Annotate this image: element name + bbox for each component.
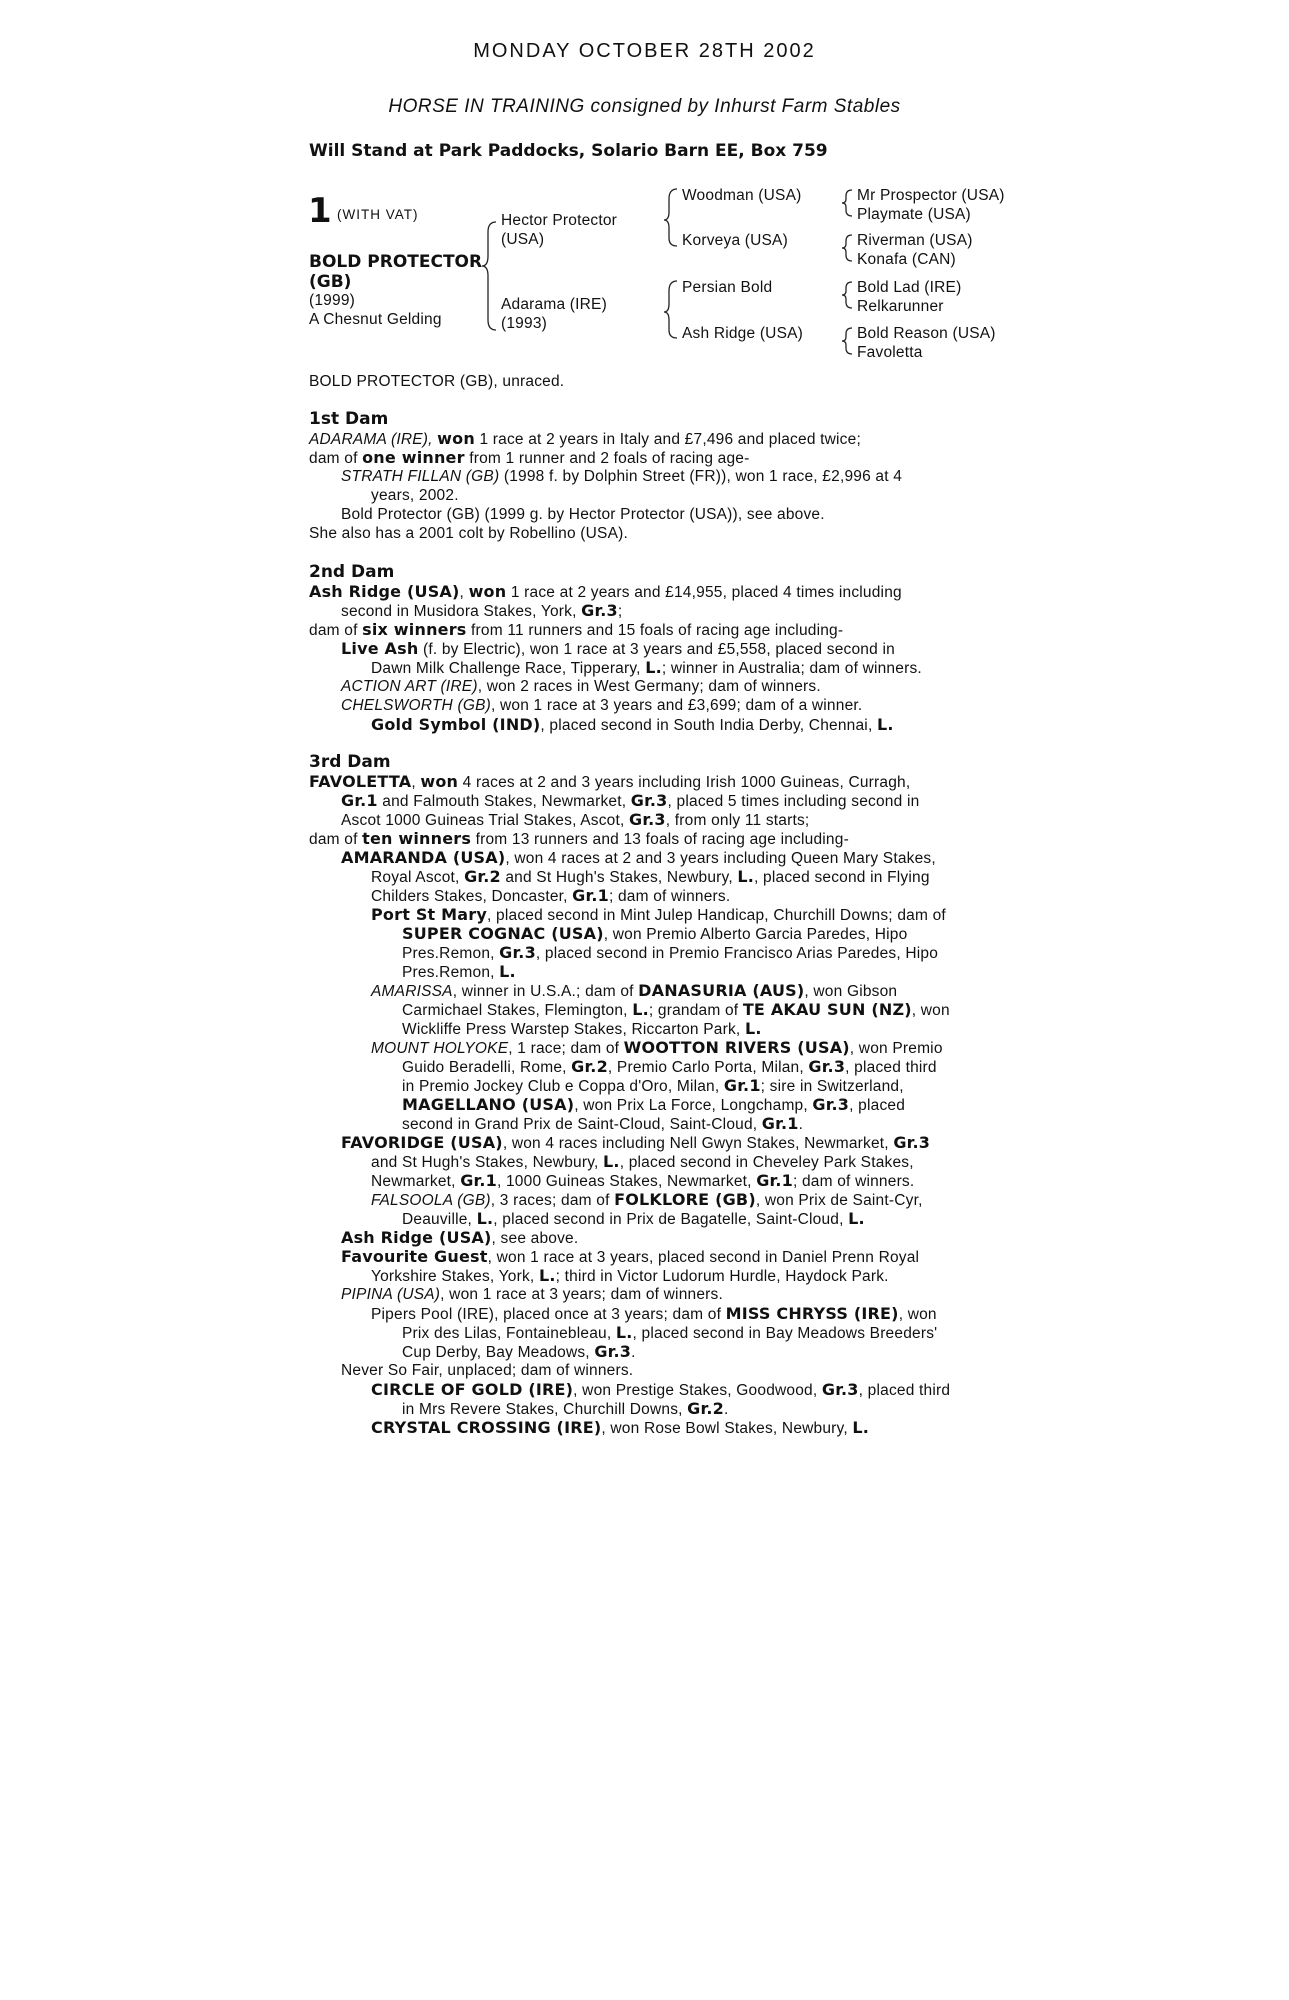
third-dam-line [371, 1266, 889, 1286]
third-dam-line [371, 867, 930, 887]
third-dam-line [371, 1418, 869, 1438]
bold-segment: Gr.2 [687, 1399, 724, 1418]
text-segment: Childers Stakes, Doncaster, [371, 888, 573, 905]
offspring-name: Gold Symbol (IND) [371, 715, 541, 734]
text-segment: in Premio Jockey Club e Coppa d'Oro, Milan, [402, 1078, 724, 1095]
text-segment: ; grandam of [648, 1002, 743, 1019]
text-segment: Never So Fair, unplaced; dam of winners. [341, 1362, 634, 1379]
text-segment: ; winner in Australia; dam of winners. [661, 660, 922, 677]
text-segment: ; dam of winners. [608, 888, 731, 905]
bold-segment: ten winners [362, 829, 472, 848]
offspring-name: Live Ash [341, 639, 419, 658]
text-segment: . [723, 1401, 729, 1418]
text-segment: , placed second in Flying [754, 869, 930, 886]
text-segment: (f. by Electric), won 1 race at 3 years and £5,558, placed second in [422, 641, 895, 658]
dam-sire: Persian Bold [682, 279, 773, 296]
second-dam-heading: 2nd Dam [309, 562, 395, 582]
text-segment: , won [911, 1002, 950, 1019]
winners-count: one winner [362, 448, 465, 467]
third-dam-line [371, 1038, 943, 1058]
text-segment: ; [617, 603, 623, 620]
text-segment: , won Prix de Saint-Cyr, [755, 1192, 923, 1209]
listed-label: L. [876, 715, 894, 734]
italic-segment: PIPINA (USA) [341, 1286, 441, 1303]
ggs-4: Konafa (CAN) [857, 251, 956, 268]
sire-sire: Woodman (USA) [682, 187, 802, 204]
won-label: won [468, 582, 507, 601]
text-segment: , won 1 race at 3 years; dam of winners. [440, 1286, 723, 1303]
sire-dam: Korveya (USA) [682, 232, 788, 249]
text-segment: Pipers Pool (IRE), placed once at 3 years; dam of [371, 1306, 726, 1323]
text-segment: , [459, 584, 465, 601]
bold-segment: Gr.3 [893, 1133, 931, 1152]
third-dam-line [309, 772, 910, 792]
third-dam-line [402, 1114, 803, 1134]
text-segment: Yorkshire Stakes, York, [371, 1268, 539, 1285]
text-segment: second in Grand Prix de Saint-Cloud, Saint-Cloud, [402, 1116, 762, 1133]
third-dam-line [341, 791, 919, 811]
bold-segment: Gr.3 [594, 1342, 632, 1361]
text-segment: ; third in Victor Ludorum Hurdle, Haydock Park. [555, 1268, 889, 1285]
text-segment: , won 4 races including Nell Gwyn Stakes, Newmarket, [502, 1135, 894, 1152]
won-label: won [437, 429, 475, 448]
bold-segment: FAVORIDGE (USA) [341, 1133, 503, 1152]
third-dam-line [371, 1171, 914, 1191]
first-dam-line [341, 467, 902, 486]
second-dam-line [341, 696, 862, 715]
third-dam-line [341, 1247, 919, 1267]
third-dam-line [341, 1285, 723, 1304]
vat-note: (WITH VAT) [337, 207, 419, 222]
bold-segment: L. [848, 1209, 865, 1228]
bold-segment: MAGELLANO (USA) [402, 1095, 575, 1114]
second-dam-line [341, 601, 622, 621]
bold-segment: FOLKLORE (GB) [614, 1190, 756, 1209]
text-segment: Pres.Remon, [402, 945, 500, 962]
text-segment: , placed second in South India Derby, Chennai, [540, 717, 873, 734]
text-segment: dam of [309, 622, 358, 639]
text-segment: 1 race at 2 years in Italy and £7,496 and placed twice; [479, 431, 861, 448]
text-segment: , won Prix La Force, Longchamp, [574, 1097, 813, 1114]
text-segment: , from only 11 starts; [665, 812, 810, 829]
text-segment: and St Hugh's Stakes, Newbury, [371, 1154, 604, 1171]
text-segment: , won 2 races in West Germany; dam of winners. [477, 678, 821, 695]
third-dam-line [402, 1000, 950, 1020]
text-segment: , won 4 races at 2 and 3 years including Queen Mary Stakes, [505, 850, 936, 867]
dam-dam: Ash Ridge (USA) [682, 325, 804, 342]
text-segment: , placed second in Mint Julep Handicap, Churchill Downs; dam of [487, 907, 946, 924]
bold-segment: Port St Mary [371, 905, 488, 924]
text-segment: , placed second in Bay Meadows Breeders' [632, 1325, 938, 1342]
italic-segment: AMARISSA [371, 983, 453, 1000]
bold-segment: Gr.1 [723, 1076, 761, 1095]
bold-segment: L. [476, 1209, 494, 1228]
bold-segment: Gr.1 [756, 1171, 793, 1190]
horse-year: (1999) [309, 292, 356, 309]
bold-segment: AMARANDA (USA) [341, 848, 506, 867]
third-dam-line [341, 848, 936, 868]
text-segment: Carmichael Stakes, Flemington, [402, 1002, 633, 1019]
third-dam-heading: 3rd Dam [309, 752, 391, 772]
sale-date: MONDAY OCTOBER 28TH 2002 [473, 40, 816, 62]
bold-segment: L. [852, 1418, 870, 1437]
text-segment: and Falmouth Stakes, Newmarket, [377, 793, 631, 810]
second-dam-line [309, 582, 902, 602]
winners-count: six winners [362, 620, 467, 639]
text-segment: , won Prestige Stakes, Goodwood, [573, 1382, 822, 1399]
ggs-6: Relkarunner [857, 298, 944, 315]
first-dam-line [309, 429, 861, 449]
text-segment: Cup Derby, Bay Meadows, [402, 1344, 595, 1361]
horse-description: A Chesnut Gelding [309, 311, 442, 328]
bold-segment: Favourite Guest [341, 1247, 488, 1266]
bold-segment: FAVOLETTA [309, 772, 412, 791]
bold-segment: Gr.3 [629, 810, 666, 829]
horse-name: BOLD PROTECTOR [309, 252, 483, 272]
bold-segment: Ash Ridge (USA) [341, 1228, 492, 1247]
text-segment: , placed second in Cheveley Park Stakes, [619, 1154, 914, 1171]
text-segment: and St Hugh's Stakes, Newbury, [500, 869, 738, 886]
third-dam-line [402, 1095, 905, 1115]
third-dam-line [402, 962, 516, 982]
bold-segment: Gr.3 [808, 1057, 846, 1076]
ggs-8: Favoletta [857, 344, 923, 361]
text-segment: in Mrs Revere Stakes, Churchill Downs, [402, 1401, 688, 1418]
text-segment: , Premio Carlo Porta, Milan, [607, 1059, 809, 1076]
text-segment: Guido Beradelli, Rome, [402, 1059, 572, 1076]
text-segment: from 11 runners and 15 foals of racing age including- [471, 622, 844, 639]
text-segment: dam of [309, 831, 363, 848]
third-dam-line [341, 1228, 578, 1248]
bold-segment: TE AKAU SUN (NZ) [742, 1000, 912, 1019]
bold-segment: L. [737, 867, 755, 886]
third-dam-line [402, 1399, 728, 1419]
ggs-7: Bold Reason (USA) [857, 325, 996, 342]
ggs-2: Playmate (USA) [857, 206, 971, 223]
bold-segment: L. [744, 1019, 762, 1038]
text-segment: Newmarket, [371, 1173, 461, 1190]
bold-segment: Gr.1 [341, 791, 378, 810]
text-segment: Ascot 1000 Guineas Trial Stakes, Ascot, [341, 812, 630, 829]
bold-segment: Gr.2 [464, 867, 501, 886]
second-dam-line [341, 639, 895, 659]
bold-segment: CIRCLE OF GOLD (IRE) [371, 1380, 574, 1399]
ggs-3: Riverman (USA) [857, 232, 973, 249]
ggs-5: Bold Lad (IRE) [857, 279, 962, 296]
third-dam-line [402, 943, 938, 963]
text-segment: , [411, 774, 421, 791]
third-dam-line [402, 1057, 937, 1077]
third-dam-line [371, 1152, 914, 1172]
text-segment: . [798, 1116, 804, 1133]
third-dam-line [402, 1323, 937, 1343]
bold-segment: MISS CHRYSS (IRE) [725, 1304, 899, 1323]
text-segment: (1998 f. by Dolphin Street (FR)), won 1 race, £2,996 at 4 [503, 468, 903, 485]
text-segment: , placed 5 times including second in [667, 793, 920, 810]
third-dam-line [402, 1342, 636, 1362]
first-dam-line [309, 448, 749, 468]
text-segment: , placed second in Prix de Bagatelle, Saint-Cloud, [493, 1211, 849, 1228]
text-segment: Dawn Milk Challenge Race, Tipperary, [371, 660, 641, 677]
second-dam-line [371, 658, 922, 678]
text-segment: Royal Ascot, [371, 869, 465, 886]
bold-segment: Gr.1 [572, 886, 609, 905]
third-dam-line [371, 1380, 950, 1400]
text-segment: , placed second in Premio Francisco Arias Paredes, Hipo [535, 945, 939, 962]
text-segment: , placed third [845, 1059, 937, 1076]
grade-label: Gr.3 [581, 601, 618, 620]
text-segment: Prix des Lilas, Fontainebleau, [402, 1325, 616, 1342]
second-dam-name: Ash Ridge (USA) [309, 582, 460, 601]
bold-segment: WOOTTON RIVERS (USA) [623, 1038, 850, 1057]
bold-segment: L. [603, 1152, 620, 1171]
bold-segment: Gr.3 [499, 943, 536, 962]
text-segment: , placed third [858, 1382, 951, 1399]
text-segment: , winner in U.S.A.; dam of [452, 983, 639, 1000]
bold-segment: SUPER COGNAC (USA) [402, 924, 604, 943]
third-dam-line [402, 1209, 865, 1229]
bold-segment: Gr.3 [812, 1095, 850, 1114]
text-segment: , won Gibson [804, 983, 898, 1000]
text-segment: , won Rose Bowl Stakes, Newbury, [601, 1420, 853, 1437]
first-dam-line: years, 2002. [371, 487, 459, 504]
bold-segment: L. [632, 1000, 649, 1019]
text-segment: Wickliffe Press Warstep Stakes, Riccarton Park, [402, 1021, 745, 1038]
text-segment: Deauville, [402, 1211, 477, 1228]
bold-segment: Gr.3 [821, 1380, 859, 1399]
consignment-line: HORSE IN TRAINING consigned by Inhurst Farm Stables [388, 96, 901, 117]
ggs-1: Mr Prospector (USA) [857, 187, 1005, 204]
italic-segment: FALSOOLA (GB) [371, 1192, 491, 1209]
third-dam-line [402, 1019, 762, 1039]
third-dam-line [402, 924, 907, 944]
text-segment: second in Musidora Stakes, York, [341, 603, 577, 620]
dam-year: (1993) [501, 315, 548, 332]
text-segment: , see above. [491, 1230, 579, 1247]
text-segment: Pres.Remon, [402, 964, 500, 981]
second-dam-line [371, 715, 894, 735]
third-dam-line [371, 905, 946, 925]
bold-segment: Gr.1 [761, 1114, 799, 1133]
text-segment: , won [898, 1306, 937, 1323]
lot-number: 1 [308, 191, 332, 231]
pedigree-braces [0, 0, 1289, 400]
text-segment: ; sire in Switzerland, [760, 1078, 904, 1095]
text-segment: . [631, 1344, 636, 1361]
bold-segment: L. [538, 1266, 556, 1285]
bold-segment: L. [499, 962, 516, 981]
unraced-note: BOLD PROTECTOR (GB), unraced. [309, 373, 565, 390]
sire-country: (USA) [501, 231, 545, 248]
bold-segment: won [420, 772, 459, 791]
horse-country: (GB) [309, 272, 352, 292]
sire-name: Hector Protector [501, 212, 618, 229]
text-segment: , won Premio [849, 1040, 943, 1057]
bold-segment: DANASURIA (AUS) [638, 981, 805, 1000]
listed-label: L. [645, 658, 662, 677]
text-segment: , placed [849, 1097, 906, 1114]
first-dam-heading: 1st Dam [309, 409, 389, 429]
text-segment: , won Premio Alberto Garcia Paredes, Hipo [603, 926, 908, 943]
bold-segment: Gr.3 [630, 791, 668, 810]
bold-segment: Gr.1 [460, 1171, 497, 1190]
text-segment: , won 1 race at 3 years, placed second in Daniel Prenn Royal [487, 1249, 920, 1266]
third-dam-line [371, 886, 730, 906]
text-segment: dam of [309, 450, 358, 467]
third-dam-line [341, 810, 809, 830]
third-dam-line [309, 829, 849, 849]
text-segment: from 13 runners and 13 foals of racing age including- [471, 831, 849, 848]
text-segment: , won 1 race at 3 years and £3,699; dam of a winner. [490, 697, 863, 714]
italic-segment: MOUNT HOLYOKE [371, 1040, 509, 1057]
dam-name: Adarama (IRE) [501, 296, 607, 313]
offspring-name: CHELSWORTH (GB) [341, 697, 491, 714]
second-dam-line [341, 677, 821, 696]
third-dam-line [371, 1190, 923, 1210]
bold-segment: L. [615, 1323, 633, 1342]
third-dam-line [371, 981, 897, 1001]
bold-segment: Gr.2 [571, 1057, 608, 1076]
text-segment: 4 races at 2 and 3 years including Irish 1000 Guineas, Curragh, [458, 774, 911, 791]
third-dam-line [341, 1133, 930, 1153]
text-segment: 1 race at 2 years and £14,955, placed 4 times including [510, 584, 902, 601]
first-dam-line: Bold Protector (GB) (1999 g. by Hector Protector (USA)), see above. [341, 506, 825, 523]
second-dam-line [309, 620, 843, 640]
third-dam-line [371, 1304, 937, 1324]
third-dam-line [402, 1076, 904, 1096]
bold-segment: CRYSTAL CROSSING (IRE) [371, 1418, 602, 1437]
text-segment: , 1 race; dam of [508, 1040, 624, 1057]
third-dam-line [341, 1361, 633, 1380]
offspring-name: ACTION ART (IRE) [341, 678, 478, 695]
text-segment: ; dam of winners. [792, 1173, 915, 1190]
text-segment: from 1 runner and 2 foals of racing age- [469, 450, 750, 467]
first-dam-name: ADARAMA (IRE), [309, 431, 433, 448]
offspring-name: STRATH FILLAN (GB) [341, 468, 500, 485]
text-segment: , 1000 Guineas Stakes, Newmarket, [496, 1173, 757, 1190]
text-segment: , 3 races; dam of [490, 1192, 615, 1209]
first-dam-line: She also has a 2001 colt by Robellino (USA). [309, 525, 628, 542]
stand-location: Will Stand at Park Paddocks, Solario Barn EE, Box 759 [309, 141, 828, 161]
